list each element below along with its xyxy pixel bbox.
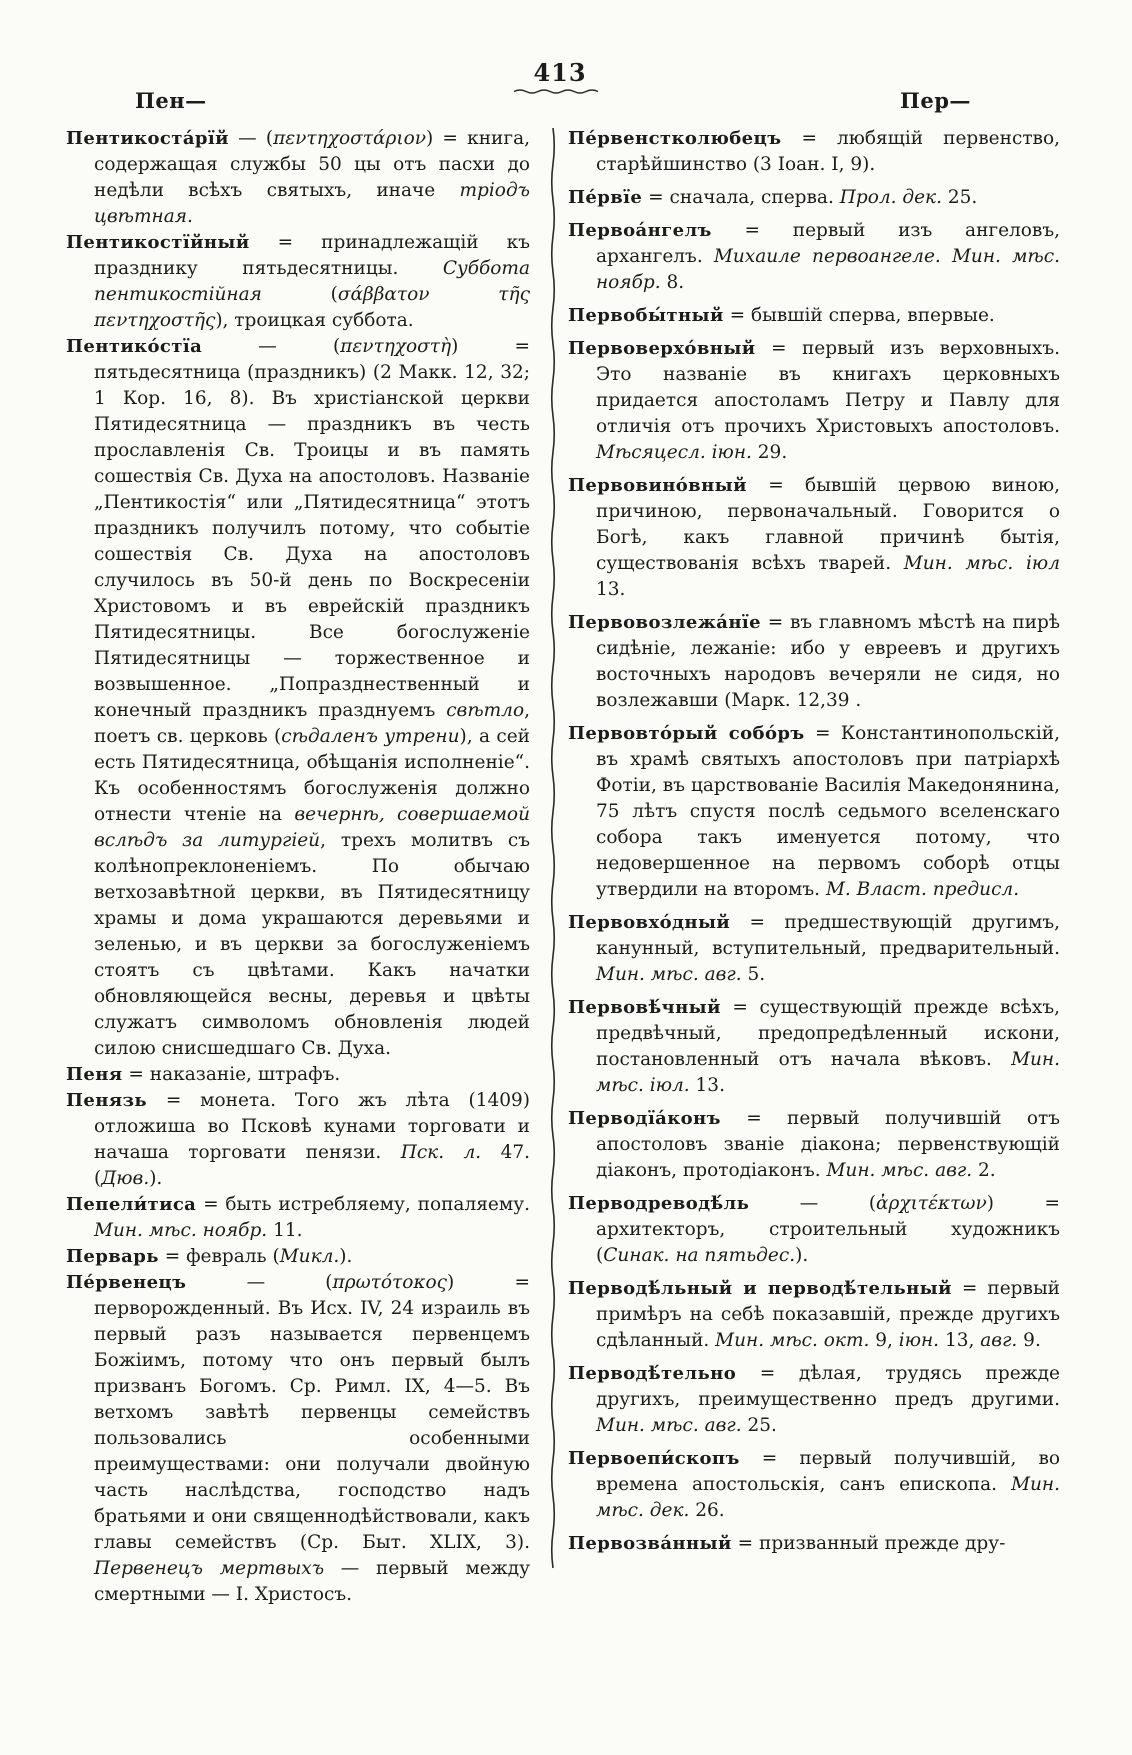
dictionary-entry	[568, 995, 1060, 1099]
dictionary-entry	[568, 1531, 1060, 1557]
entry-text: = любящій первенство, старѣйшинство (3 Іоан. I, 9).	[596, 128, 1060, 175]
entry-text: — первый между смертными — I. Христосъ.	[94, 1558, 530, 1605]
greek-text: πεντηχοστὴ	[340, 336, 452, 357]
column-header-left: Пен—	[135, 88, 207, 113]
entry-ref: Дюв.	[101, 1168, 150, 1189]
entry-text: = призванный прежде дру-	[731, 1533, 1006, 1554]
greek-text: πρωτότοκος	[332, 1272, 448, 1293]
entry-text: ).	[339, 1246, 353, 1267]
headword: Пеня	[66, 1064, 123, 1085]
entry-ref: вечернѣ, совершаемой вслѣдъ за литургіей	[94, 804, 530, 851]
dictionary-entry	[568, 218, 1060, 296]
page-number-block	[500, 58, 620, 96]
headword: Первозва́нный	[568, 1533, 732, 1554]
entry-text: 5.	[741, 964, 766, 985]
dictionary-entry	[568, 126, 1060, 178]
entry-text: ) = пятьдесятница (праздникъ) (2 Макк. 12, 32; 1 Кор. 16, 8). Въ христіанской церкви Пятидесятница — праздникъ въ честь прославленія Св. Троицы и въ память сошествія Св. Духа на апостоловъ. Названіе „Пентикостія“ или „Пятидесятница“ этотъ праздникъ получилъ потому, что событіе сошествія Св. Духа на апостоловъ случилось въ 50-й день по Воскресеніи Христовомъ и въ еврейскій праздникъ Пятидесятницы. Все богослуженіе Пятидесятницы — торжественное и возвышенное. „Попразднественный и конечный праздникъ празднуемъ	[94, 336, 530, 721]
entry-ref: Синак. на пятьдес.	[603, 1245, 796, 1266]
dictionary-entry	[568, 910, 1060, 988]
dictionary-entry	[568, 721, 1060, 903]
dictionary-entry	[66, 1244, 530, 1270]
entry-text: = первый изъ ангеловъ, архангелъ.	[596, 220, 1060, 267]
entry-ref: Мѣсяцесл. іюн.	[596, 442, 752, 463]
headword: Перводїа́конъ	[568, 1108, 721, 1129]
entry-ref: авг.	[980, 1330, 1018, 1351]
entry-text: — (	[749, 1193, 877, 1214]
headword: Пе́рвенстколюбецъ	[568, 128, 782, 149]
greek-text: πεντηχοστάριον	[273, 128, 426, 149]
entry-ref: М. Власт. предисл.	[825, 879, 1020, 900]
entry-ref: Мин. мѣс. авг.	[596, 1415, 742, 1436]
entry-text: ).	[149, 1168, 163, 1189]
headword: Перводреводѣ́ль	[568, 1193, 750, 1214]
headword: Перводѣ́льный и перводѣ́тельный	[568, 1278, 952, 1299]
entry-text: , поетъ св. церковь (	[94, 700, 530, 747]
greek-text: σάββατον τῆς πεντηχοστῆς	[94, 284, 530, 331]
headword: Первовѣ́чный	[568, 997, 721, 1018]
entry-ref: Мин. мѣс. авг.	[826, 1160, 973, 1181]
entry-text: = первый изъ верховныхъ. Это названіе въ книгахъ церковныхъ придается апостоламъ Петру и Павлу для отличія отъ прочихъ Христовыхъ апостоловъ.	[596, 338, 1060, 437]
dictionary-column-right	[568, 126, 1060, 1564]
entry-text: 29.	[751, 442, 788, 463]
entry-ref: Мин. мѣс. ноябр.	[94, 1220, 268, 1241]
headword: Перводѣ́тельно	[568, 1363, 737, 1384]
entry-text: , трехъ молитвъ съ колѣнопреклоненіемъ. По обычаю ветхозавѣтной церкви, въ Пятидесятницу храмы и дома украшаются деревьями и зеленью, и въ церкви за богослуженіемъ стоятъ съ цвѣтами. Какъ начатки обновляющейся весны, деревья и цвѣты служатъ символомъ обновленія людей силою снисшедшаго Св. Духа.	[94, 830, 531, 1059]
entry-text: — (	[202, 336, 341, 357]
entry-ref: свѣтло	[446, 700, 525, 721]
entry-text: 9.	[1017, 1330, 1041, 1351]
headword: Пентикоста́рїй	[66, 128, 229, 149]
entry-text: 13.	[689, 1075, 725, 1096]
entry-text: ).	[795, 1245, 809, 1266]
entry-text: 13,	[939, 1330, 981, 1351]
entry-text: = предшествующій другимъ, канунный, вступительный, предварительный.	[596, 912, 1060, 959]
dictionary-entry	[66, 334, 530, 1062]
entry-text: 13.	[596, 579, 626, 600]
headword: Пепели́тиса	[66, 1194, 197, 1215]
dictionary-entry	[568, 473, 1060, 603]
dictionary-entry	[66, 1270, 530, 1608]
page-number-underline	[512, 87, 608, 96]
entry-ref: Пск. л.	[400, 1142, 482, 1163]
greek-text: ἀρχιτέκτων	[876, 1193, 987, 1214]
headword: Первобы́тный	[568, 305, 724, 326]
column-header-right: Пер—	[900, 88, 971, 113]
dictionary-entry	[66, 126, 530, 230]
entry-text: — (	[228, 128, 274, 149]
entry-text: = февраль (	[158, 1246, 280, 1267]
headword: Первоверхо́вный	[568, 338, 756, 359]
entry-text: = первый примѣръ на себѣ показавшій, прежде другихъ сдѣланный.	[596, 1278, 1060, 1351]
dictionary-entry	[66, 230, 530, 334]
entry-text: .	[187, 206, 193, 227]
headword: Первовто́рый собо́ръ	[568, 723, 805, 744]
entry-text: = первый получившій отъ апостоловъ званіе діакона; первенствующій діаконъ, протодіаконъ.	[596, 1108, 1060, 1181]
entry-text: 25.	[941, 187, 978, 208]
headword: Пе́рвенецъ	[66, 1272, 187, 1293]
entry-text: = монета. Того жъ лѣта (1409) отложиша во Псковѣ кунами торговати и начаша торговати пенязи.	[94, 1090, 530, 1163]
entry-text: = дѣлая, трудясь прежде другихъ, преимущественно предъ другими.	[596, 1363, 1060, 1410]
entry-text: ), троицкая суббота.	[215, 310, 414, 331]
entry-ref: Прол. дек.	[839, 187, 942, 208]
dictionary-entry	[568, 1276, 1060, 1354]
dictionary-entry	[568, 610, 1060, 714]
entry-text: = первый получившій, во времена апостольскія, санъ епископа.	[596, 1448, 1060, 1495]
dictionary-entry	[66, 1062, 530, 1088]
dictionary-column-left	[66, 126, 530, 1608]
entry-ref: Мин. мѣс. дек.	[596, 1474, 1060, 1521]
headword: Пентикостїйный	[66, 232, 250, 253]
entry-text: — (	[186, 1272, 333, 1293]
entry-text: 2.	[972, 1160, 996, 1181]
headword: Перварь	[66, 1246, 159, 1267]
entry-ref: сѣдаленъ утрени	[281, 726, 460, 747]
entry-text: = бывшій цервою виною, причиною, первоначальный. Говорится о Богѣ, какъ главной причинѣ бытія, существованія всѣхъ тварей.	[596, 475, 1060, 574]
dictionary-entry	[568, 1106, 1060, 1184]
entry-ref: Суббота пентикостійная	[94, 258, 530, 305]
entry-ref: Мин. мѣс. іюл.	[596, 1049, 1060, 1096]
entry-text: 25.	[741, 1415, 777, 1436]
entry-text: 8.	[660, 272, 685, 293]
entry-text: 11.	[267, 1220, 303, 1241]
headword: Первоепи́скопъ	[568, 1448, 740, 1469]
dictionary-entry	[568, 1191, 1060, 1269]
page-number: 413	[533, 58, 587, 87]
dictionary-entry	[66, 1192, 530, 1244]
dictionary-entry	[568, 185, 1060, 211]
entry-ref: іюн.	[898, 1330, 940, 1351]
headword: Пентико́стїа	[66, 336, 203, 357]
entry-text: = въ главномъ мѣстѣ на пирѣ сидѣніе, лежаніе: ибо у евреевъ и другихъ восточныхъ народовъ вечеряли не сидя, но возлежавши (Марк. 12,39 .	[596, 612, 1060, 711]
entry-text: = Константинопольскій, въ храмѣ святыхъ апостоловъ при патріархѣ Фотіи, въ царствованіе Василія Македонянина, 75 лѣтъ спустя послѣ седьмого вселенскаго собора такъ именуется потому, что недовершенное на первомъ соборѣ отцы утвердили на второмъ.	[596, 723, 1060, 900]
entry-ref: Михаиле первоангеле. Мин. мѣс. ноябр.	[596, 246, 1060, 293]
entry-ref: Мин. мѣс. іюл	[903, 553, 1060, 574]
headword: Первовозлежа́нїе	[568, 612, 761, 633]
headword: Первовино́вный	[568, 475, 747, 496]
dictionary-entry	[66, 1088, 530, 1192]
entry-text: ) = перворожденный. Въ Исх. IV, 24 израиль въ первый разъ называется первенцемъ Божіимъ, потому что онъ первый былъ призванъ Богомъ. Ср. Римл. IX, 4—5. Въ ветхомъ завѣтѣ первенцы семействъ пользовались особенными преимуществами: они получали двойную часть наслѣдства, господство надъ братьями и они священнодѣйствовали, какъ главы семействъ (Ср. Быт. XLIX, 3).	[94, 1272, 530, 1553]
dictionary-entry	[568, 1446, 1060, 1524]
headword: Пенязь	[66, 1090, 148, 1111]
entry-text: 47. (	[94, 1142, 530, 1189]
entry-text: = принадлежащій къ празднику пятьдесятницы.	[94, 232, 530, 279]
entry-text: 9,	[869, 1330, 899, 1351]
entry-text: = сначала, сперва.	[642, 187, 840, 208]
column-divider	[548, 128, 558, 1573]
entry-text: = бывшій сперва, впервые.	[723, 305, 995, 326]
entry-text: ), а сей есть Пятидесятница, обѣщанія исполненіе“. Къ особенностямъ богослуженія должно отнести чтеніе на	[94, 726, 530, 825]
entry-text: = наказаніе, штрафъ.	[122, 1064, 341, 1085]
entry-ref: тріодъ цвѣтная	[94, 180, 530, 227]
dictionary-entry	[568, 336, 1060, 466]
entry-ref: Мин. мѣс. окт.	[715, 1330, 870, 1351]
entry-text: = существующій прежде всѣхъ, предвѣчный, предопредѣленный искони, постановленный отъ начала вѣковъ.	[596, 997, 1060, 1070]
headword: Пе́рвїе	[568, 187, 643, 208]
dictionary-entry	[568, 1361, 1060, 1439]
dictionary-entry	[568, 303, 1060, 329]
entry-ref: Мин. мѣс. авг.	[596, 964, 742, 985]
headword: Первоа́нгелъ	[568, 220, 712, 241]
entry-text: 26.	[689, 1500, 725, 1521]
headword: Первовхо́дный	[568, 912, 731, 933]
entry-text: ) = книга, содержащая службы 50 цы отъ пасхи до недѣли всѣхъ святыхъ, иначе	[94, 128, 530, 201]
entry-text: = быть истребляему, попаляему.	[196, 1194, 530, 1215]
entry-ref: Микл.	[279, 1246, 340, 1267]
entry-text: (	[261, 284, 338, 305]
entry-ref: Первенецъ мертвыхъ	[94, 1558, 325, 1579]
entry-text: ) = архитекторъ, строительный художникъ (	[596, 1193, 1060, 1266]
